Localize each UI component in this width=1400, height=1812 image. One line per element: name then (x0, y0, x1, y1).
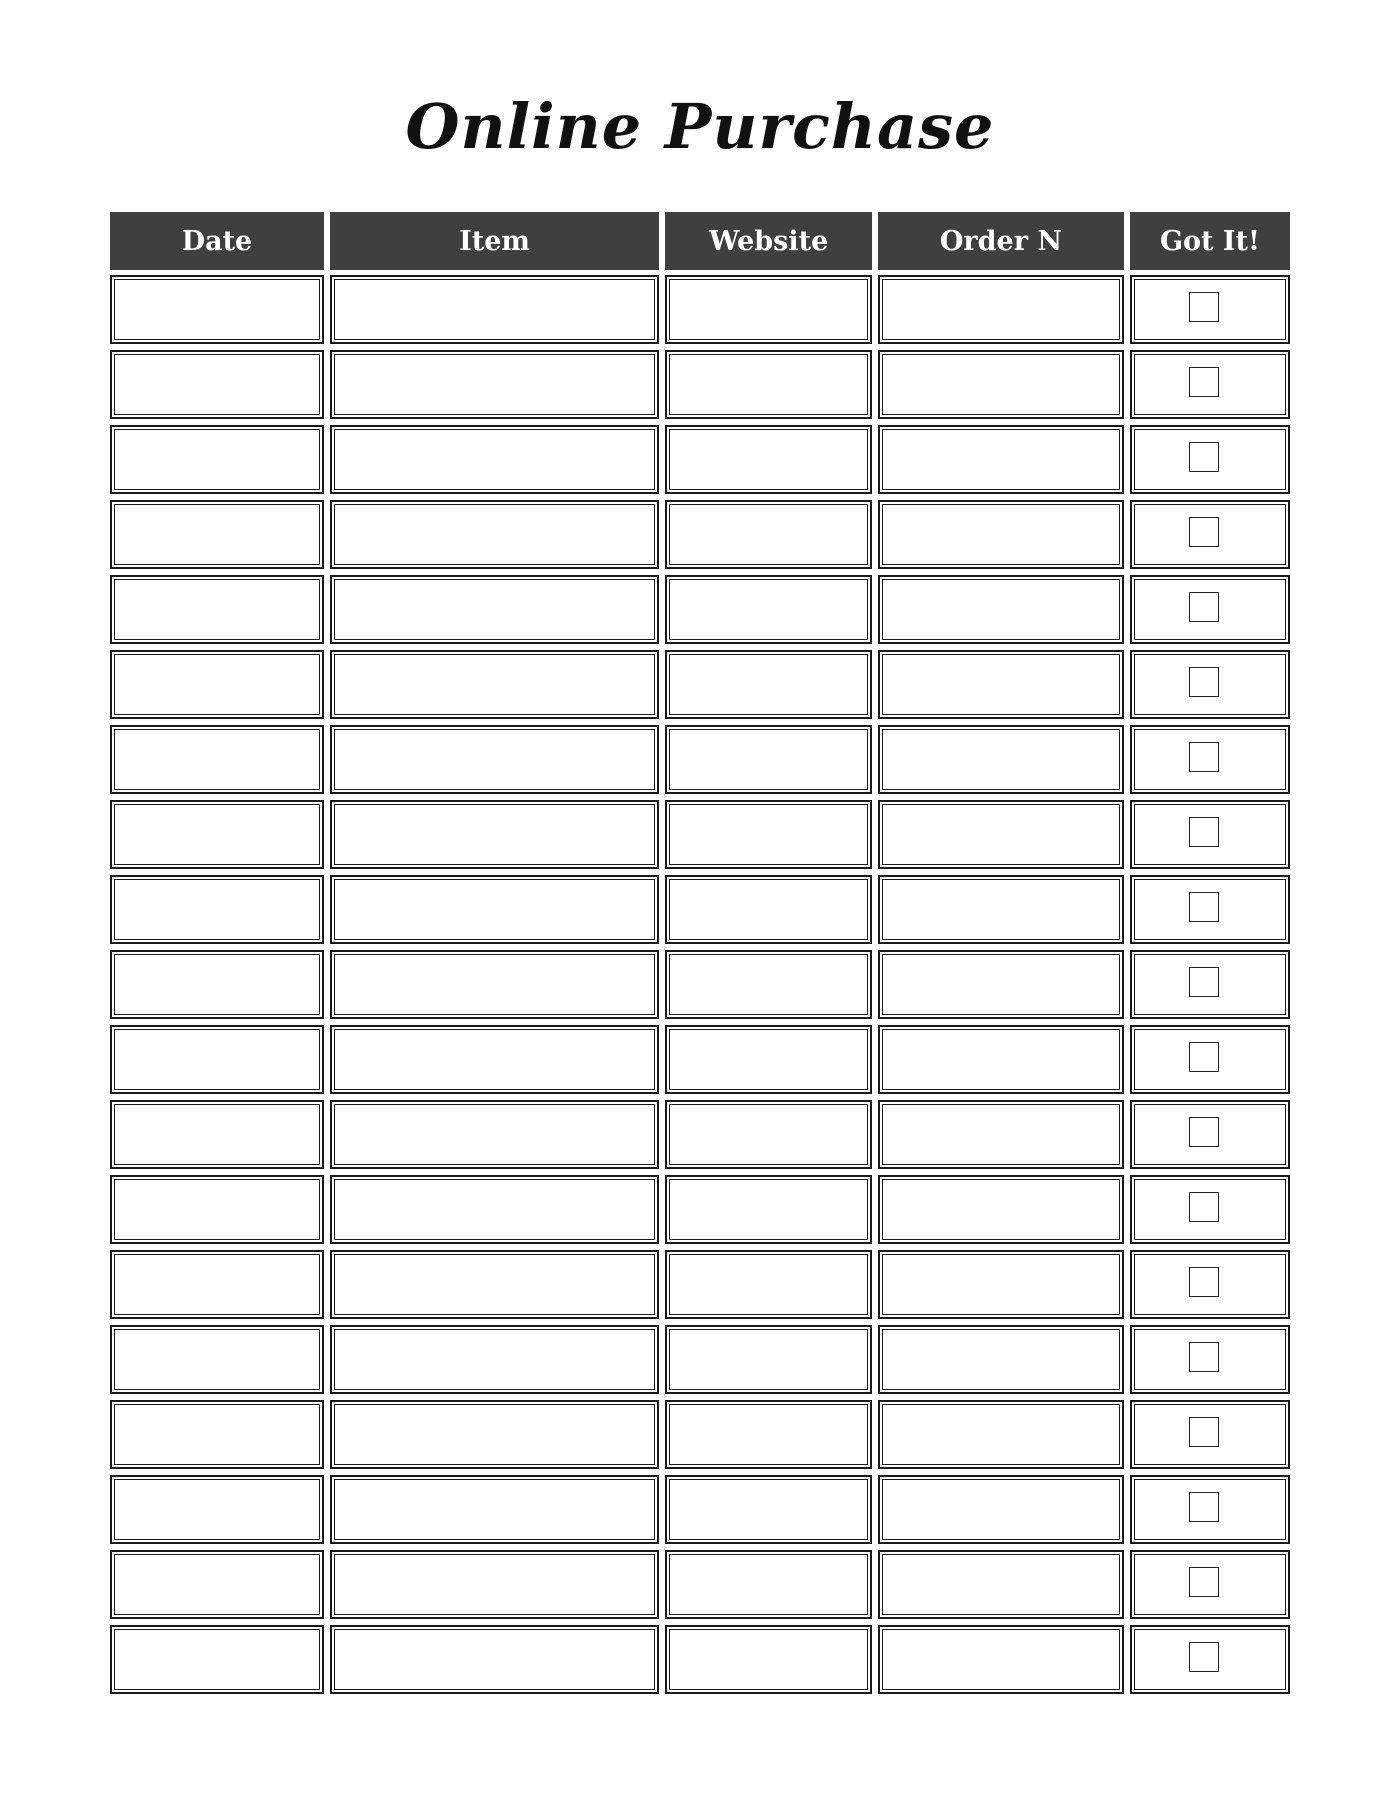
date-cell[interactable] (110, 1550, 324, 1619)
website-cell[interactable] (665, 725, 872, 794)
order-number-cell[interactable] (878, 800, 1124, 869)
order-number-cell-field[interactable] (882, 1404, 1120, 1465)
item-cell-field[interactable] (334, 1104, 655, 1165)
website-cell[interactable] (665, 1025, 872, 1094)
date-cell-field[interactable] (114, 1404, 320, 1465)
item-cell[interactable] (330, 425, 659, 494)
item-cell-field[interactable] (334, 654, 655, 715)
item-cell[interactable] (330, 650, 659, 719)
item-cell[interactable] (330, 500, 659, 569)
order-number-cell-field[interactable] (882, 354, 1120, 415)
got-it-cell-inner (1134, 1404, 1286, 1465)
website-cell[interactable] (665, 1625, 872, 1694)
item-cell-field[interactable] (334, 1554, 655, 1615)
item-cell-field[interactable] (334, 504, 655, 565)
date-cell-field[interactable] (114, 804, 320, 865)
table-row (110, 725, 1290, 794)
website-cell[interactable] (665, 1550, 872, 1619)
website-cell[interactable] (665, 500, 872, 569)
item-cell[interactable] (330, 575, 659, 644)
item-cell[interactable] (330, 1100, 659, 1169)
date-cell-field[interactable] (114, 1329, 320, 1390)
item-cell-field[interactable] (334, 1404, 655, 1465)
order-number-cell-field[interactable] (882, 1329, 1120, 1390)
checkbox-icon[interactable] (1189, 892, 1219, 922)
got-it-cell (1130, 1625, 1290, 1694)
website-cell[interactable] (665, 575, 872, 644)
got-it-cell-inner (1134, 1629, 1286, 1690)
order-number-cell[interactable] (878, 950, 1124, 1019)
order-number-cell[interactable] (878, 1325, 1124, 1394)
table-header (110, 212, 1290, 270)
checkbox-icon[interactable] (1189, 592, 1219, 622)
website-cell-field[interactable] (669, 1254, 868, 1315)
date-cell-field[interactable] (114, 504, 320, 565)
website-cell[interactable] (665, 1250, 872, 1319)
item-cell-field[interactable] (334, 1254, 655, 1315)
order-number-cell[interactable] (878, 1100, 1124, 1169)
date-cell[interactable] (110, 1250, 324, 1319)
column-header-got-it: Got It! (1130, 212, 1290, 270)
order-number-cell[interactable] (878, 425, 1124, 494)
order-number-cell-field[interactable] (882, 804, 1120, 865)
checkbox-icon[interactable] (1189, 1642, 1219, 1672)
order-number-cell-field[interactable] (882, 1104, 1120, 1165)
checkbox-icon[interactable] (1189, 1117, 1219, 1147)
order-number-cell[interactable] (878, 1025, 1124, 1094)
table-body (110, 275, 1290, 1694)
order-number-cell[interactable] (878, 1250, 1124, 1319)
checkbox-icon[interactable] (1189, 1417, 1219, 1447)
date-cell[interactable] (110, 500, 324, 569)
got-it-cell (1130, 1400, 1290, 1469)
order-number-cell-field[interactable] (882, 729, 1120, 790)
got-it-cell-inner (1134, 1554, 1286, 1615)
order-number-cell-field[interactable] (882, 654, 1120, 715)
checkbox-icon[interactable] (1189, 1342, 1219, 1372)
got-it-cell (1130, 1175, 1290, 1244)
got-it-cell-inner (1134, 429, 1286, 490)
got-it-cell (1130, 500, 1290, 569)
got-it-cell (1130, 425, 1290, 494)
date-cell[interactable] (110, 350, 324, 419)
item-cell-field[interactable] (334, 354, 655, 415)
website-cell-field[interactable] (669, 954, 868, 1015)
website-cell-field[interactable] (669, 804, 868, 865)
checkbox-icon[interactable] (1189, 517, 1219, 547)
item-cell-field[interactable] (334, 729, 655, 790)
item-cell-field[interactable] (334, 954, 655, 1015)
order-number-cell[interactable] (878, 875, 1124, 944)
order-number-cell[interactable] (878, 1175, 1124, 1244)
date-cell[interactable] (110, 725, 324, 794)
date-cell[interactable] (110, 1625, 324, 1694)
table-row (110, 425, 1290, 494)
got-it-cell-inner (1134, 1029, 1286, 1090)
website-cell-field[interactable] (669, 1029, 868, 1090)
got-it-cell-inner (1134, 1179, 1286, 1240)
website-cell-field[interactable] (669, 579, 868, 640)
website-cell-field[interactable] (669, 654, 868, 715)
got-it-cell-inner (1134, 804, 1286, 865)
order-number-cell-field[interactable] (882, 1029, 1120, 1090)
date-cell[interactable] (110, 575, 324, 644)
date-cell-field[interactable] (114, 579, 320, 640)
item-cell-field[interactable] (334, 429, 655, 490)
table-row (110, 1400, 1290, 1469)
checkbox-icon[interactable] (1189, 817, 1219, 847)
date-cell-field[interactable] (114, 654, 320, 715)
item-cell[interactable] (330, 1025, 659, 1094)
website-cell[interactable] (665, 800, 872, 869)
got-it-cell-inner (1134, 1479, 1286, 1540)
item-cell[interactable] (330, 1400, 659, 1469)
date-cell-field[interactable] (114, 354, 320, 415)
page-title: Online Purchase (405, 90, 995, 163)
website-cell-field[interactable] (669, 1179, 868, 1240)
column-header-date: Date (110, 212, 324, 270)
item-cell-field[interactable] (334, 1179, 655, 1240)
item-cell-field[interactable] (334, 279, 655, 340)
item-cell[interactable] (330, 800, 659, 869)
order-number-cell[interactable] (878, 1550, 1124, 1619)
table-row (110, 1025, 1290, 1094)
checkbox-icon[interactable] (1189, 667, 1219, 697)
got-it-cell (1130, 875, 1290, 944)
got-it-cell (1130, 575, 1290, 644)
item-cell[interactable] (330, 950, 659, 1019)
got-it-cell (1130, 725, 1290, 794)
got-it-cell (1130, 350, 1290, 419)
date-cell[interactable] (110, 800, 324, 869)
table-row (110, 350, 1290, 419)
date-cell-field[interactable] (114, 1179, 320, 1240)
order-number-cell-field[interactable] (882, 954, 1120, 1015)
table-row (110, 1250, 1290, 1319)
got-it-cell-inner (1134, 279, 1286, 340)
website-cell-field[interactable] (669, 1554, 868, 1615)
item-cell[interactable] (330, 1475, 659, 1544)
table-row (110, 875, 1290, 944)
date-cell-field[interactable] (114, 879, 320, 940)
order-number-cell[interactable] (878, 275, 1124, 344)
date-cell-field[interactable] (114, 1104, 320, 1165)
website-cell-field[interactable] (669, 1629, 868, 1690)
got-it-cell (1130, 1100, 1290, 1169)
date-cell[interactable] (110, 1025, 324, 1094)
checkbox-icon[interactable] (1189, 1267, 1219, 1297)
checkbox-icon[interactable] (1189, 442, 1219, 472)
website-cell-field[interactable] (669, 1329, 868, 1390)
website-cell-field[interactable] (669, 429, 868, 490)
date-cell[interactable] (110, 425, 324, 494)
item-cell[interactable] (330, 1325, 659, 1394)
got-it-cell-inner (1134, 579, 1286, 640)
website-cell-field[interactable] (669, 279, 868, 340)
order-number-cell[interactable] (878, 725, 1124, 794)
checkbox-icon[interactable] (1189, 1192, 1219, 1222)
got-it-cell (1130, 1025, 1290, 1094)
got-it-cell-inner (1134, 1104, 1286, 1165)
date-cell-field[interactable] (114, 1554, 320, 1615)
got-it-cell-inner (1134, 504, 1286, 565)
date-cell-field[interactable] (114, 1479, 320, 1540)
order-number-cell[interactable] (878, 1400, 1124, 1469)
website-cell-field[interactable] (669, 879, 868, 940)
order-number-cell-field[interactable] (882, 429, 1120, 490)
table-row (110, 275, 1290, 344)
item-cell[interactable] (330, 1250, 659, 1319)
got-it-cell (1130, 1475, 1290, 1544)
item-cell-field[interactable] (334, 1479, 655, 1540)
website-cell[interactable] (665, 1400, 872, 1469)
got-it-cell-inner (1134, 1254, 1286, 1315)
website-cell[interactable] (665, 1475, 872, 1544)
item-cell-field[interactable] (334, 1629, 655, 1690)
table-row (110, 950, 1290, 1019)
table-row (110, 800, 1290, 869)
date-cell-field[interactable] (114, 729, 320, 790)
got-it-cell-inner (1134, 1329, 1286, 1390)
website-cell[interactable] (665, 275, 872, 344)
order-number-cell-field[interactable] (882, 1254, 1120, 1315)
order-number-cell-field[interactable] (882, 579, 1120, 640)
got-it-cell-inner (1134, 729, 1286, 790)
got-it-cell (1130, 800, 1290, 869)
order-number-cell-field[interactable] (882, 504, 1120, 565)
website-cell-field[interactable] (669, 729, 868, 790)
table-row (110, 1475, 1290, 1544)
order-number-cell[interactable] (878, 650, 1124, 719)
website-cell[interactable] (665, 1325, 872, 1394)
got-it-cell-inner (1134, 354, 1286, 415)
item-cell[interactable] (330, 1625, 659, 1694)
item-cell[interactable] (330, 1550, 659, 1619)
order-number-cell-field[interactable] (882, 1479, 1120, 1540)
checkbox-icon[interactable] (1189, 1567, 1219, 1597)
date-cell-field[interactable] (114, 429, 320, 490)
order-number-cell-field[interactable] (882, 1629, 1120, 1690)
date-cell-field[interactable] (114, 279, 320, 340)
column-header-website: Website (665, 212, 872, 270)
website-cell[interactable] (665, 650, 872, 719)
item-cell-field[interactable] (334, 804, 655, 865)
table-row (110, 650, 1290, 719)
order-number-cell-field[interactable] (882, 879, 1120, 940)
date-cell-field[interactable] (114, 1629, 320, 1690)
date-cell[interactable] (110, 1400, 324, 1469)
checkbox-icon[interactable] (1189, 1042, 1219, 1072)
website-cell-field[interactable] (669, 1479, 868, 1540)
got-it-cell-inner (1134, 654, 1286, 715)
order-number-cell-field[interactable] (882, 1179, 1120, 1240)
purchase-table (110, 212, 1290, 1700)
item-cell[interactable] (330, 275, 659, 344)
item-cell-field[interactable] (334, 1029, 655, 1090)
website-cell-field[interactable] (669, 504, 868, 565)
order-number-cell-field[interactable] (882, 1554, 1120, 1615)
order-number-cell-field[interactable] (882, 279, 1120, 340)
website-cell[interactable] (665, 350, 872, 419)
got-it-cell-inner (1134, 954, 1286, 1015)
table-row (110, 1625, 1290, 1694)
item-cell[interactable] (330, 350, 659, 419)
checkbox-icon[interactable] (1189, 742, 1219, 772)
item-cell[interactable] (330, 1175, 659, 1244)
column-header-item: Item (330, 212, 659, 270)
website-cell[interactable] (665, 1100, 872, 1169)
got-it-cell (1130, 275, 1290, 344)
order-number-cell[interactable] (878, 1625, 1124, 1694)
order-number-cell[interactable] (878, 1475, 1124, 1544)
got-it-cell (1130, 950, 1290, 1019)
date-cell-field[interactable] (114, 1029, 320, 1090)
website-cell-field[interactable] (669, 354, 868, 415)
table-row (110, 575, 1290, 644)
item-cell[interactable] (330, 875, 659, 944)
order-number-cell[interactable] (878, 575, 1124, 644)
website-cell[interactable] (665, 425, 872, 494)
date-cell[interactable] (110, 1175, 324, 1244)
date-cell[interactable] (110, 950, 324, 1019)
table-row (110, 1175, 1290, 1244)
order-number-cell[interactable] (878, 500, 1124, 569)
item-cell-field[interactable] (334, 879, 655, 940)
got-it-cell (1130, 1250, 1290, 1319)
date-cell[interactable] (110, 875, 324, 944)
got-it-cell-inner (1134, 879, 1286, 940)
table-row (110, 500, 1290, 569)
got-it-cell (1130, 650, 1290, 719)
got-it-cell (1130, 1325, 1290, 1394)
date-cell-field[interactable] (114, 954, 320, 1015)
item-cell-field[interactable] (334, 579, 655, 640)
date-cell[interactable] (110, 1100, 324, 1169)
checkbox-icon[interactable] (1189, 367, 1219, 397)
order-number-cell[interactable] (878, 350, 1124, 419)
item-cell[interactable] (330, 725, 659, 794)
date-cell[interactable] (110, 1325, 324, 1394)
website-cell-field[interactable] (669, 1404, 868, 1465)
date-cell[interactable] (110, 650, 324, 719)
got-it-cell (1130, 1550, 1290, 1619)
date-cell-field[interactable] (114, 1254, 320, 1315)
checkbox-icon[interactable] (1189, 967, 1219, 997)
website-cell[interactable] (665, 950, 872, 1019)
website-cell-field[interactable] (669, 1104, 868, 1165)
checkbox-icon[interactable] (1189, 292, 1219, 322)
item-cell-field[interactable] (334, 1329, 655, 1390)
date-cell[interactable] (110, 275, 324, 344)
table-row (110, 1100, 1290, 1169)
checkbox-icon[interactable] (1189, 1492, 1219, 1522)
date-cell[interactable] (110, 1475, 324, 1544)
website-cell[interactable] (665, 875, 872, 944)
column-header-order-number: Order N (878, 212, 1124, 270)
website-cell[interactable] (665, 1175, 872, 1244)
table-row (110, 1325, 1290, 1394)
table-row (110, 1550, 1290, 1619)
